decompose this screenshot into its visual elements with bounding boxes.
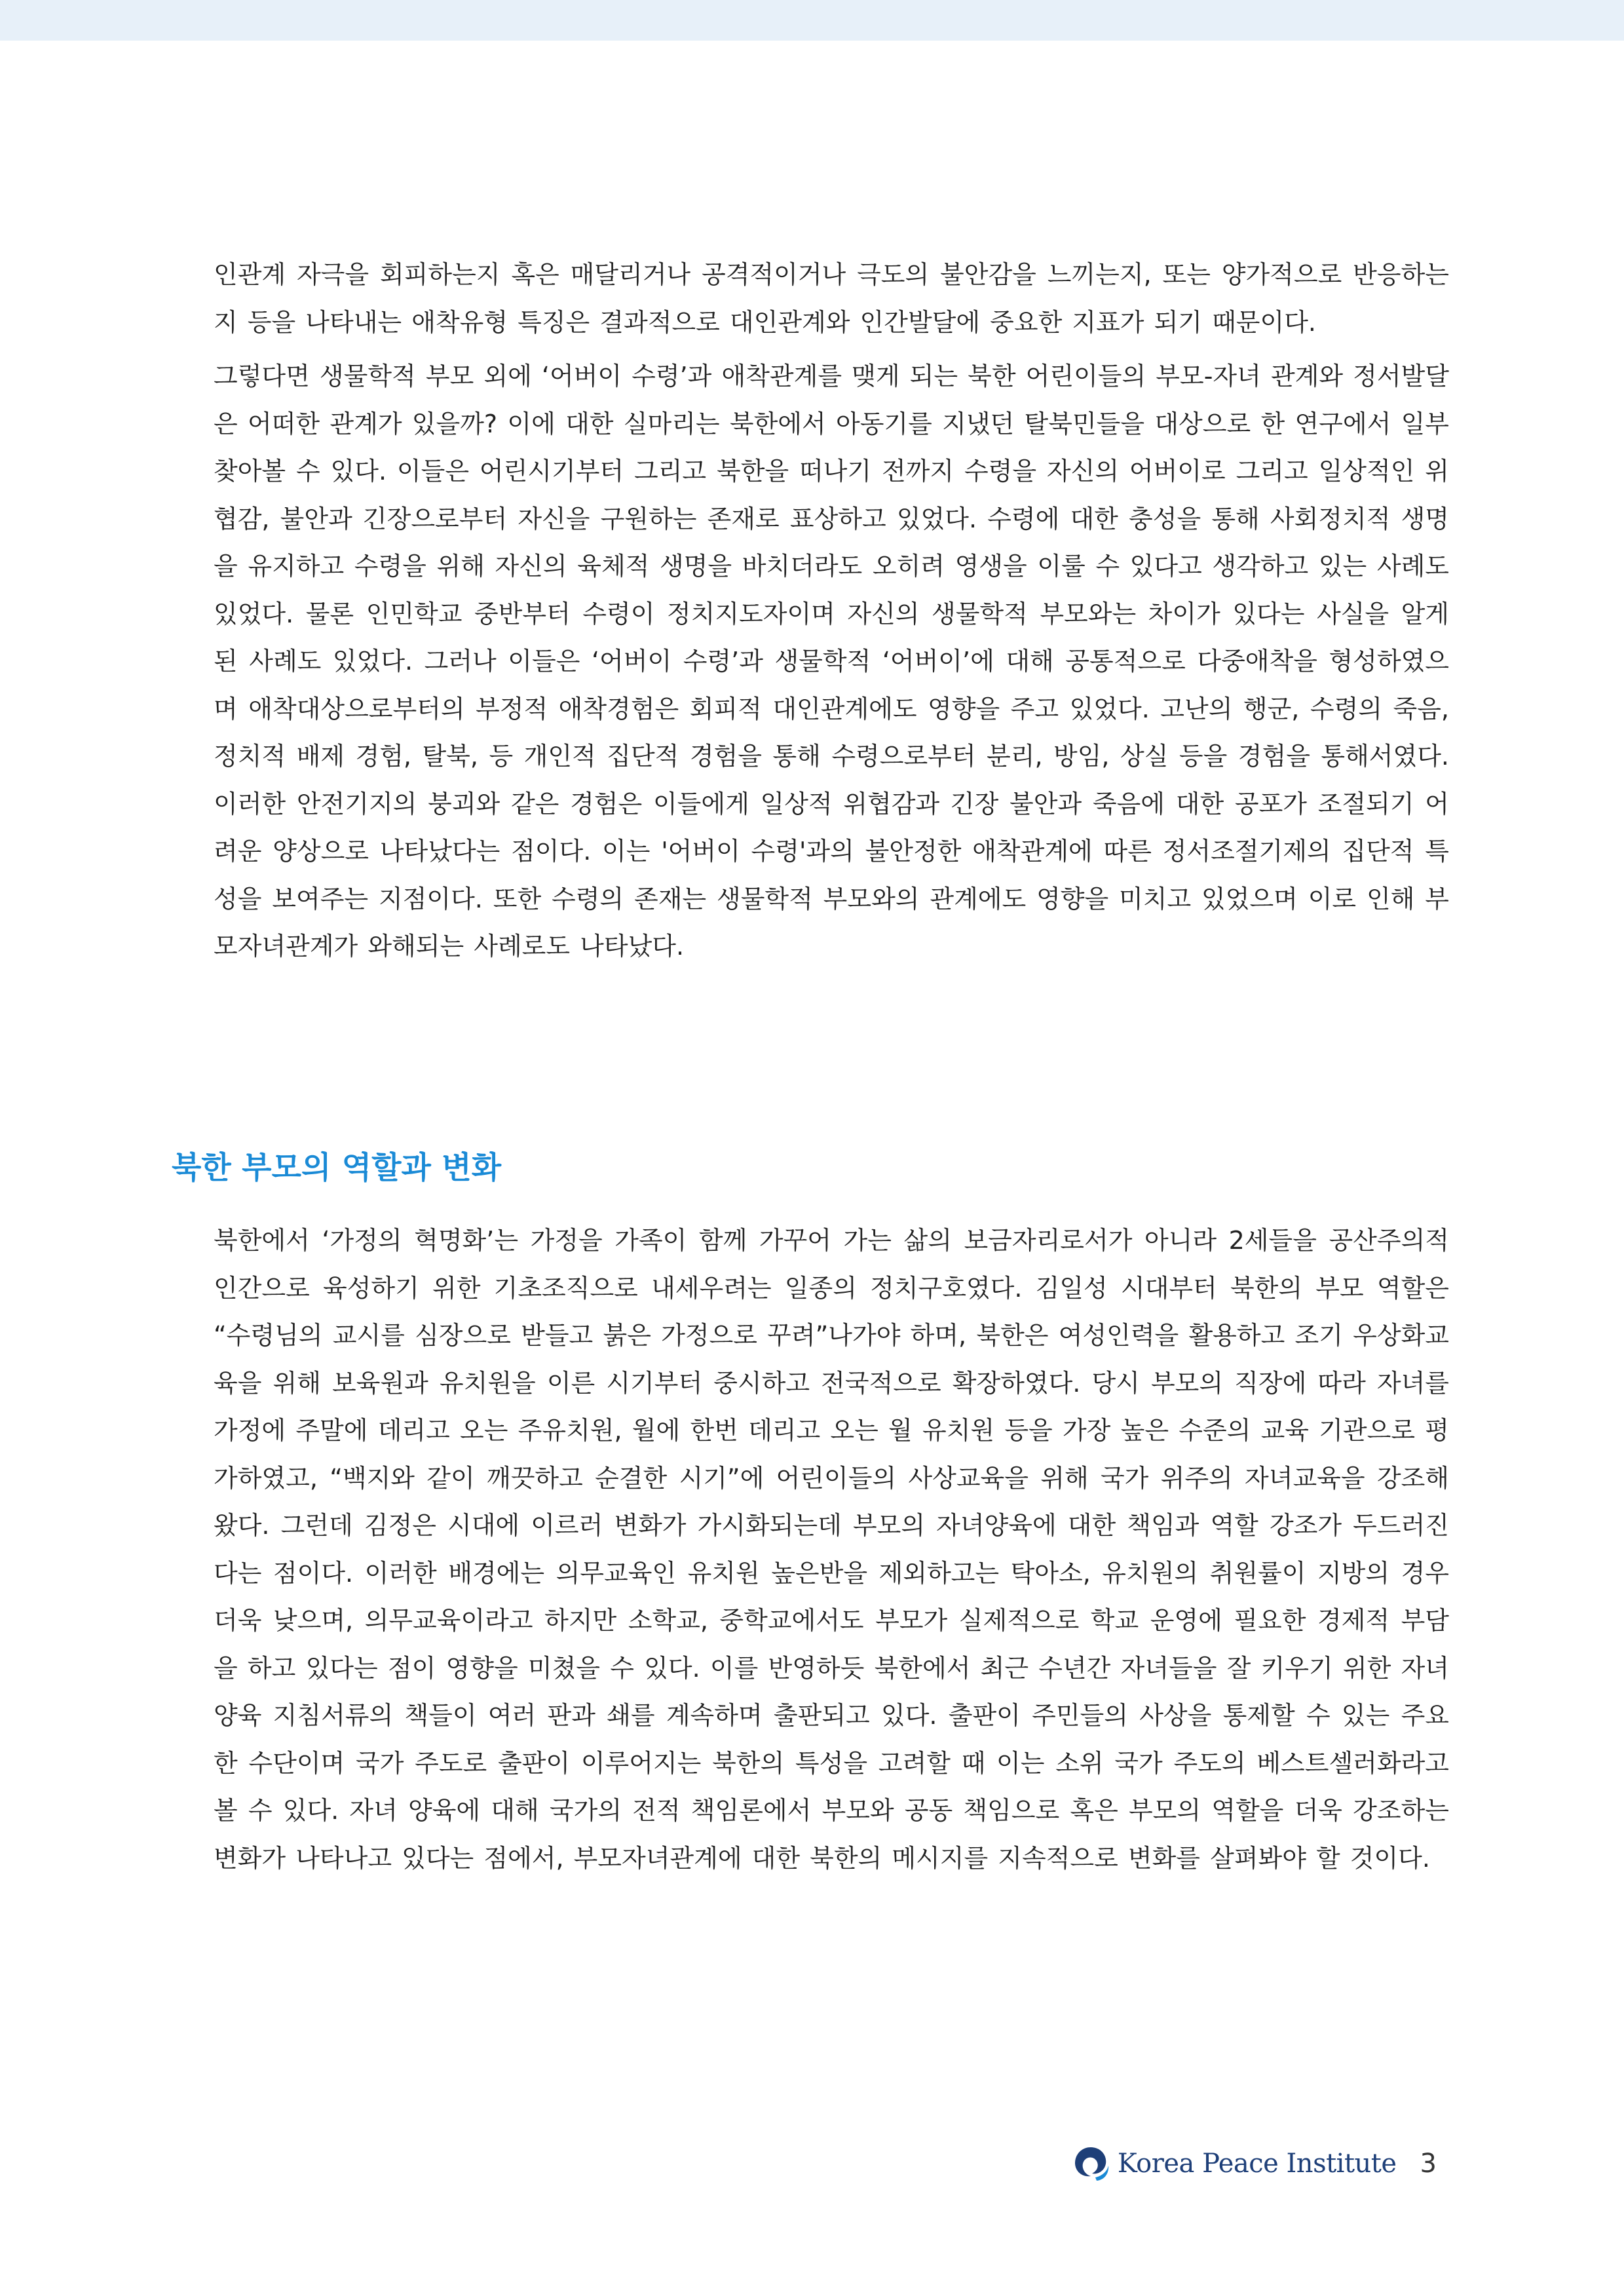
- section-text-block: [214, 1217, 1449, 1888]
- page-number: 3: [1420, 2149, 1437, 2179]
- footer: [1070, 2137, 1437, 2190]
- logo-text: Korea Peace Institute: [1117, 2149, 1397, 2179]
- intro-text-block: [214, 251, 1449, 977]
- section-heading: 북한 부모의 역할과 변화: [172, 1150, 502, 1186]
- kpi-swirl-icon: [1070, 2143, 1111, 2184]
- paragraph: 그렇다면 생물학적 부모 외에 ‘어버이 수령’과 애착관계를 맺게 되는 북한 어린이들의 부모-자녀 관계와 정서발달은 어떠한 관계가 있을까? 이에 대한 실마리는 북한에서 아동기를 지냈던 탈북민들을 대상으로 한 연구에서 일부 찾아볼 수 있다. 이들은 어린시기부터 그리고 북한을 떠나기 전까지 수령을 자신의 어버이로 그리고 일상적인 위협감, 불안과 긴장으로부터 자신을 구원하는 존재로 표상하고 있었다. 수령에 대한 충성을 통해 사회정치적 생명을 유지하고 수령을 위해 자신의 육체적 생명을 바치더라도 오히려 영생을 이룰 수 있다고 생각하고 있는 사례도 있었다. 물론 인민학교 중반부터 수령이 정치지도자이며 자신의 생물학적 부모와는 차이가 있다는 사실을 알게 된 사례도 있었다. 그러나 이들은 ‘어버이 수령’과 생물학적 ‘어버이’에 대해 공통적으로 다중애착을 형성하였으며 애착대상으로부터의 부정적 애착경험은 회피적 대인관계에도 영향을 주고 있었다. 고난의 행군, 수령의 죽음, 정치적 배제 경험, 탈북, 등 개인적 집단적 경험을 통해 수령으로부터 분리, 방임, 상실 등을 경험을 통해서였다. 이러한 안전기지의 붕괴와 같은 경험은 이들에게 일상적 위협감과 긴장 불안과 죽음에 대한 공포가 조절되기 어려운 양상으로 나타났다는 점이다. 이는 '어버이 수령'과의 불안정한 애착관계에 따른 정서조절기제의 집단적 특성을 보여주는 지점이다. 또한 수령의 존재는 생물학적 부모와의 관계에도 영향을 미치고 있었으며 이로 인해 부모자녀관계가 와해되는 사례로도 나타났다.: [214, 362, 1449, 961]
- paragraph: 북한에서 ‘가정의 혁명화’는 가정을 가족이 함께 가꾸어 가는 삶의 보금자리로서가 아니라 2세들을 공산주의적 인간으로 육성하기 위한 기초조직으로 내세우려는 일종의 정치구호였다. 김일성 시대부터 북한의 부모 역할은 “수령님의 교시를 심장으로 받들고 붉은 가정으로 꾸려”나가야 하며, 북한은 여성인력을 활용하고 조기 우상화교육을 위해 보육원과 유치원을 이른 시기부터 중시하고 전국적으로 확장하였다. 당시 부모의 직장에 따라 자녀를 가정에 주말에 데리고 오는 주유치원, 월에 한번 데리고 오는 월 유치원 등을 가장 높은 수준의 교육 기관으로 평가하였고, “백지와 같이 깨끗하고 순결한 시기”에 어린이들의 사상교육을 위해 국가 위주의 자녀교육을 강조해 왔다. 그런데 김정은 시대에 이르러 변화가 가시화되는데 부모의 자녀양육에 대한 책임과 역할 강조가 두드러진다는 점이다. 이러한 배경에는 의무교육인 유치원 높은반을 제외하고는 탁아소, 유치원의 취원률이 지방의 경우 더욱 낮으며, 의무교육이라고 하지만 소학교, 중학교에서도 부모가 실제적으로 학교 운영에 필요한 경제적 부담을 하고 있다는 점이 영향을 미쳤을 수 있다. 이를 반영하듯 북한에서 최근 수년간 자녀들을 잘 키우기 위한 자녀양육 지침서류의 책들이 여러 판과 쇄를 계속하며 출판되고 있다. 출판이 주민들의 사상을 통제할 수 있는 주요한 수단이며 국가 주도로 출판이 이루어지는 북한의 특성을 고려할 때 이는 소위 국가 주도의 베스트셀러화라고 볼 수 있다. 자녀 양육에 대해 국가의 전적 책임론에서 부모와 공동 책임으로 혹은 부모의 역할을 더욱 강조하는 변화가 나타나고 있다는 점에서, 부모자녀관계에 대한 북한의 메시지를 지속적으로 변화를 살펴봐야 할 것이다.: [214, 1226, 1449, 1873]
- paragraph: 인관계 자극을 회피하는지 혹은 매달리거나 공격적이거나 극도의 불안감을 느끼는지, 또는 양가적으로 반응하는지 등을 나타내는 애착유형 특징은 결과적으로 대인관계와 인간발달에 중요한 지표가 되기 때문이다.: [214, 260, 1449, 337]
- top-band: [0, 0, 1624, 41]
